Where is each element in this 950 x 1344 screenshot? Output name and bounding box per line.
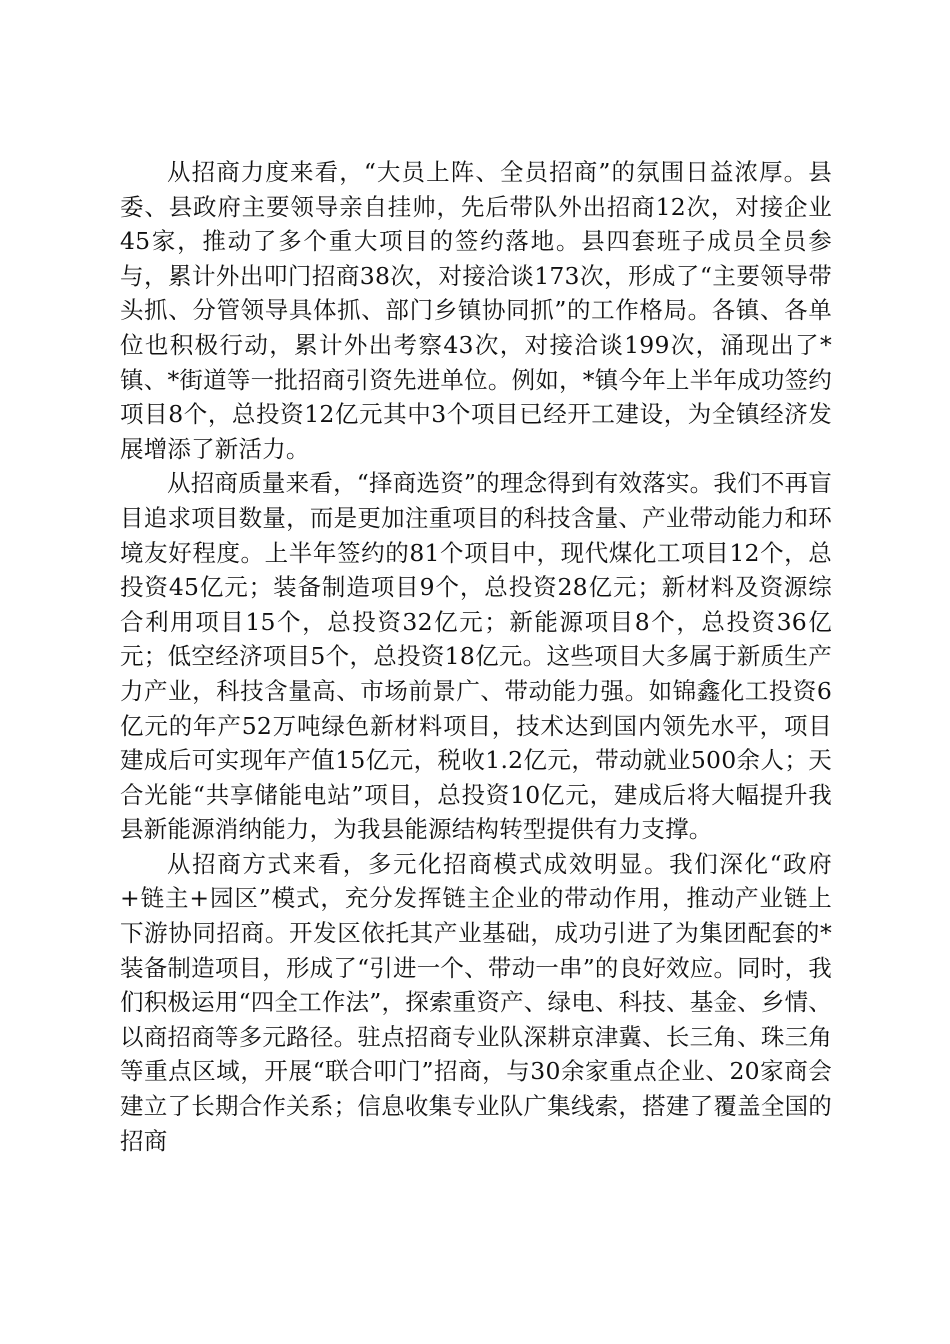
document-body: [120, 155, 832, 1158]
paragraph-investment-methods: 从招商方式来看，多元化招商模式成效明显。我们深化“政府+链主+园区”模式，充分发挥链主企业的带动作用，推动产业链上下游协同招商。开发区依托其产业基础，成功引进了为集团配套的*装备制造项目，形成了“引进一个、带动一串”的良好效应。同时，我们积极运用“四全工作法”，探索重资产、绿电、科技、基金、乡情、以商招商等多元路径。驻点招商专业队深耕京津冀、长三角、珠三角等重点区域，开展“联合叩门”招商，与30余家重点企业、20家商会建立了长期合作关系；信息收集专业队广集线索，搭建了覆盖全国的招商: [120, 849, 832, 1155]
paragraph-investment-intensity: 从招商力度来看，“大员上阵、全员招商”的氛围日益浓厚。县委、县政府主要领导亲自挂帅，先后带队外出招商12次，对接企业45家，推动了多个重大项目的签约落地。县四套班子成员全员参与，累计外出叩门招商38次，对接洽谈173次，形成了“主要领导带头抓、分管领导具体抓、部门乡镇协同抓”的工作格局。各镇、各单位也积极行动，累计外出考察43次，对接洽谈199次，涌现出了*镇、*街道等一批招商引资先进单位。例如，*镇今年上半年成功签约项目8个，总投资12亿元其中3个项目已经开工建设，为全镇经济发展增添了新活力。: [120, 158, 832, 463]
paragraph-investment-quality: 从招商质量来看，“择商选资”的理念得到有效落实。我们不再盲目追求项目数量，而是更加注重项目的科技含量、产业带动能力和环境友好程度。上半年签约的81个项目中，现代煤化工项目12个，总投资45亿元；装备制造项目9个，总投资28亿元；新材料及资源综合利用项目15个，总投资32亿元；新能源项目8个，总投资36亿元；低空经济项目5个，总投资18亿元。这些项目大多属于新质生产力产业，科技含量高、市场前景广、带动能力强。如锦鑫化工投资6亿元的年产52万吨绿色新材料项目，技术达到国内领先水平，项目建成后可实现年产值15亿元，税收1.2亿元，带动就业500余人；天合光能“共享储能电站”项目，总投资10亿元，建成后将大幅提升我县新能源消纳能力，为我县能源结构转型提供有力支撑。: [120, 469, 832, 844]
